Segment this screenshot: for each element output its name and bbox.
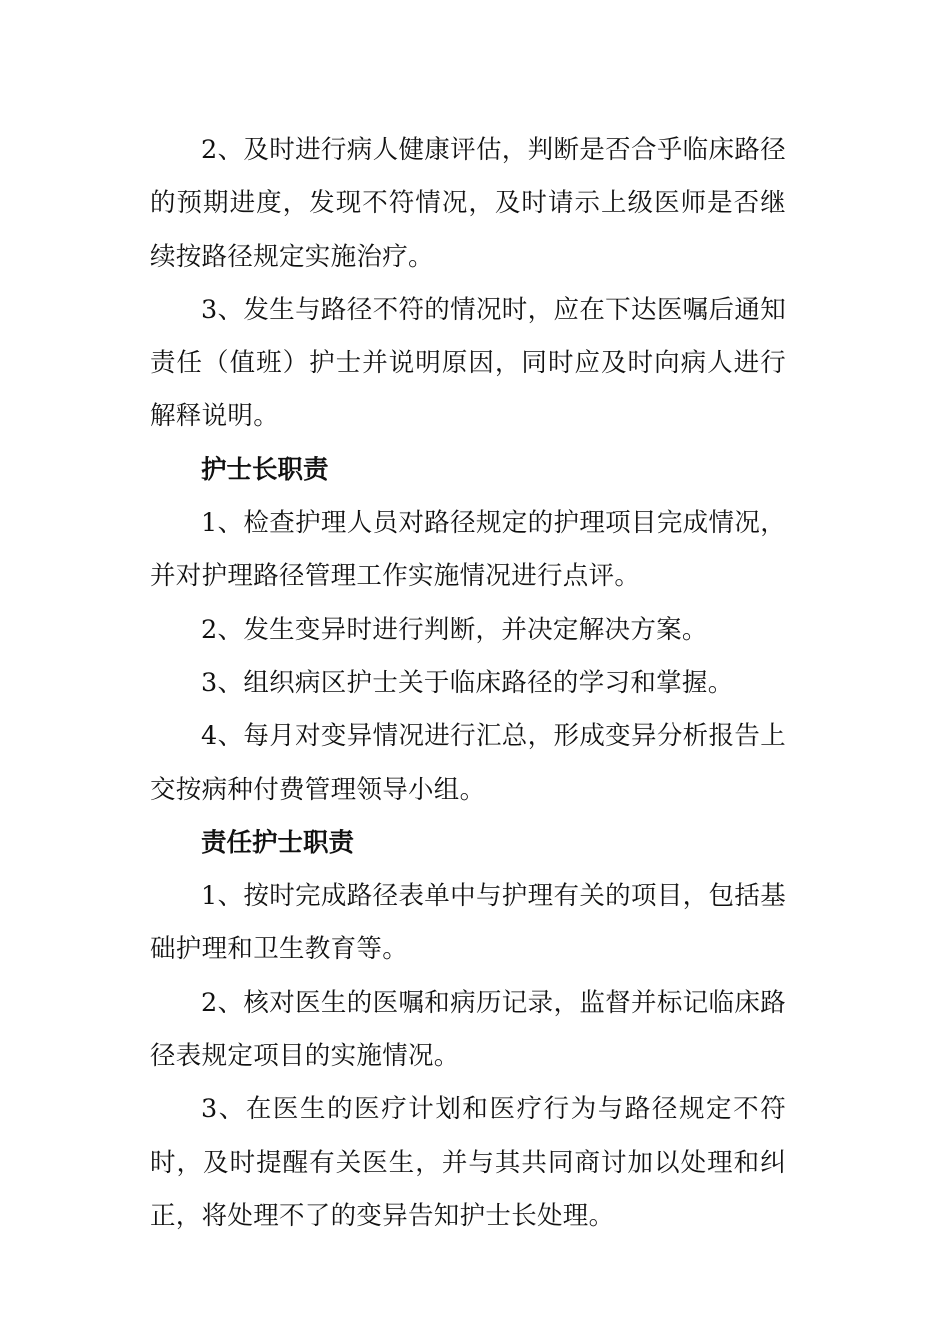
paragraph-item-2: 2、及时进行病人健康评估，判断是否合乎临床路径的预期进度，发现不符情况，及时请示上级医师是否继续按路径规定实施治疗。 (150, 135, 786, 272)
section-heading-responsible-nurse: 责任护士职责 (201, 827, 355, 858)
responsible-nurse-item-1: 1、按时完成路径表单中与护理有关的项目，包括基础护理和卫生教育等。 (150, 881, 786, 965)
head-nurse-item-2: 2、发生变异时进行判断，并决定解决方案。 (201, 614, 708, 645)
paragraph-item-3: 3、发生与路径不符的情况时，应在下达医嘱后通知责任（值班）护士并说明原因，同时应及时向病人进行解释说明。 (150, 294, 786, 432)
responsible-nurse-item-2: 2、核对医生的医嘱和病历记录，监督并标记临床路径表规定项目的实施情况。 (150, 987, 786, 1072)
document-body (150, 124, 786, 1243)
head-nurse-item-4: 4、每月对变异情况进行汇总，形成变异分析报告上交按病种付费管理领导小组。 (150, 721, 786, 805)
head-nurse-item-1: 1、检查护理人员对路径规定的护理项目完成情况，并对护理路径管理工作实施情况进行点评。 (150, 508, 786, 592)
responsible-nurse-item-3: 3、在医生的医疗计划和医疗行为与路径规定不符时，及时提醒有关医生，并与其共同商讨加以处理和纠正，将处理不了的变异告知护士长处理。 (150, 1094, 786, 1231)
head-nurse-item-3: 3、组织病区护士关于临床路径的学习和掌握。 (201, 667, 734, 698)
section-heading-head-nurse: 护士长职责 (201, 454, 329, 485)
